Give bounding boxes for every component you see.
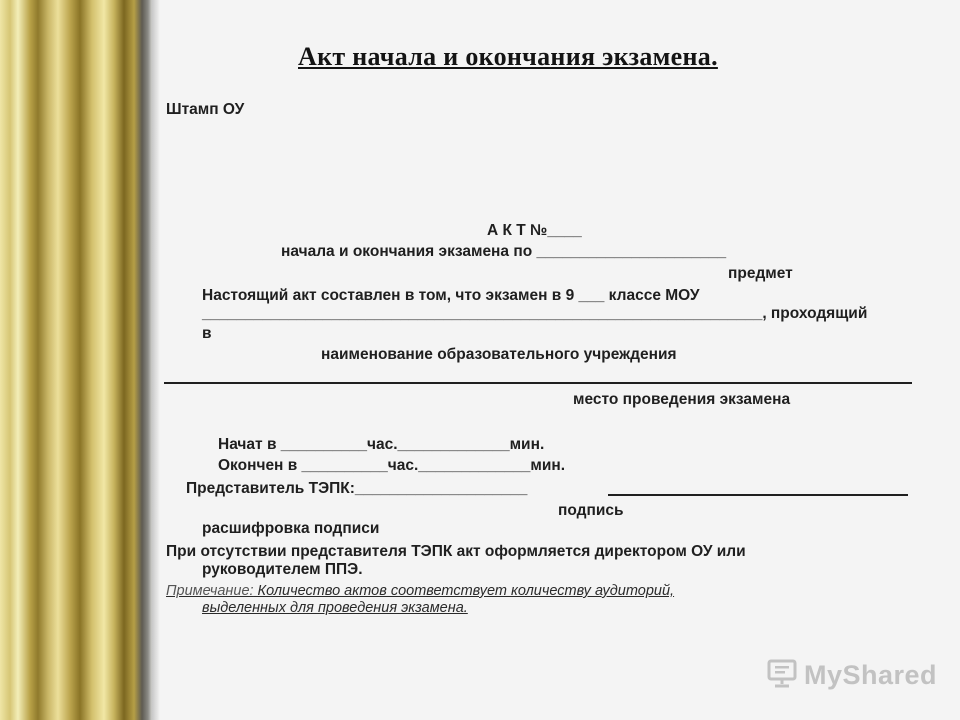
representative-line: Представитель ТЭПК:____________________ [186,480,528,497]
statement-line-2: _________________________________________________________________, проходящий [202,305,868,322]
subject-caption: предмет [728,265,793,282]
absence-text-line-2: руководителем ППЭ. [202,561,363,578]
logo-text: MyShared [804,660,938,690]
absence-text-line-1: При отсутствии представителя ТЭПК акт оформляется директором ОУ или [166,543,746,560]
statement-line-3: в [202,325,212,342]
end-time-line: Окончен в __________час._____________мин. [218,457,566,474]
decoding-caption: расшифровка подписи [202,520,380,537]
presentation-board-icon [766,657,798,694]
statement-line-1: Настоящий акт составлен в том, что экзамен в 9 ___ классе МОУ [202,287,700,304]
page-title: Акт начала и окончания экзамена. [298,42,718,71]
footnote-text-2: выделенных для проведения экзамена. [202,600,468,616]
exam-subject-line: начала и окончания экзамена по ______________________ [281,243,727,260]
stamp-label: Штамп ОУ [166,101,245,118]
start-time-line: Начат в __________час._____________мин. [218,436,545,453]
footnote [166,583,846,617]
signature-caption: подпись [558,502,624,519]
location-blank-line [164,382,912,384]
footnote-label: Примечание: [166,583,254,599]
institution-caption: наименование образовательного учреждения [321,346,677,363]
act-number-heading: А К Т №____ [487,222,582,239]
decoding-blank-line [608,494,908,496]
location-caption: место проведения экзамена [573,391,791,408]
decorative-gold-border [0,0,152,720]
watermark-logo [766,657,937,694]
footnote-text-1: Количество актов соответствует количеству аудиторий, [253,583,675,599]
